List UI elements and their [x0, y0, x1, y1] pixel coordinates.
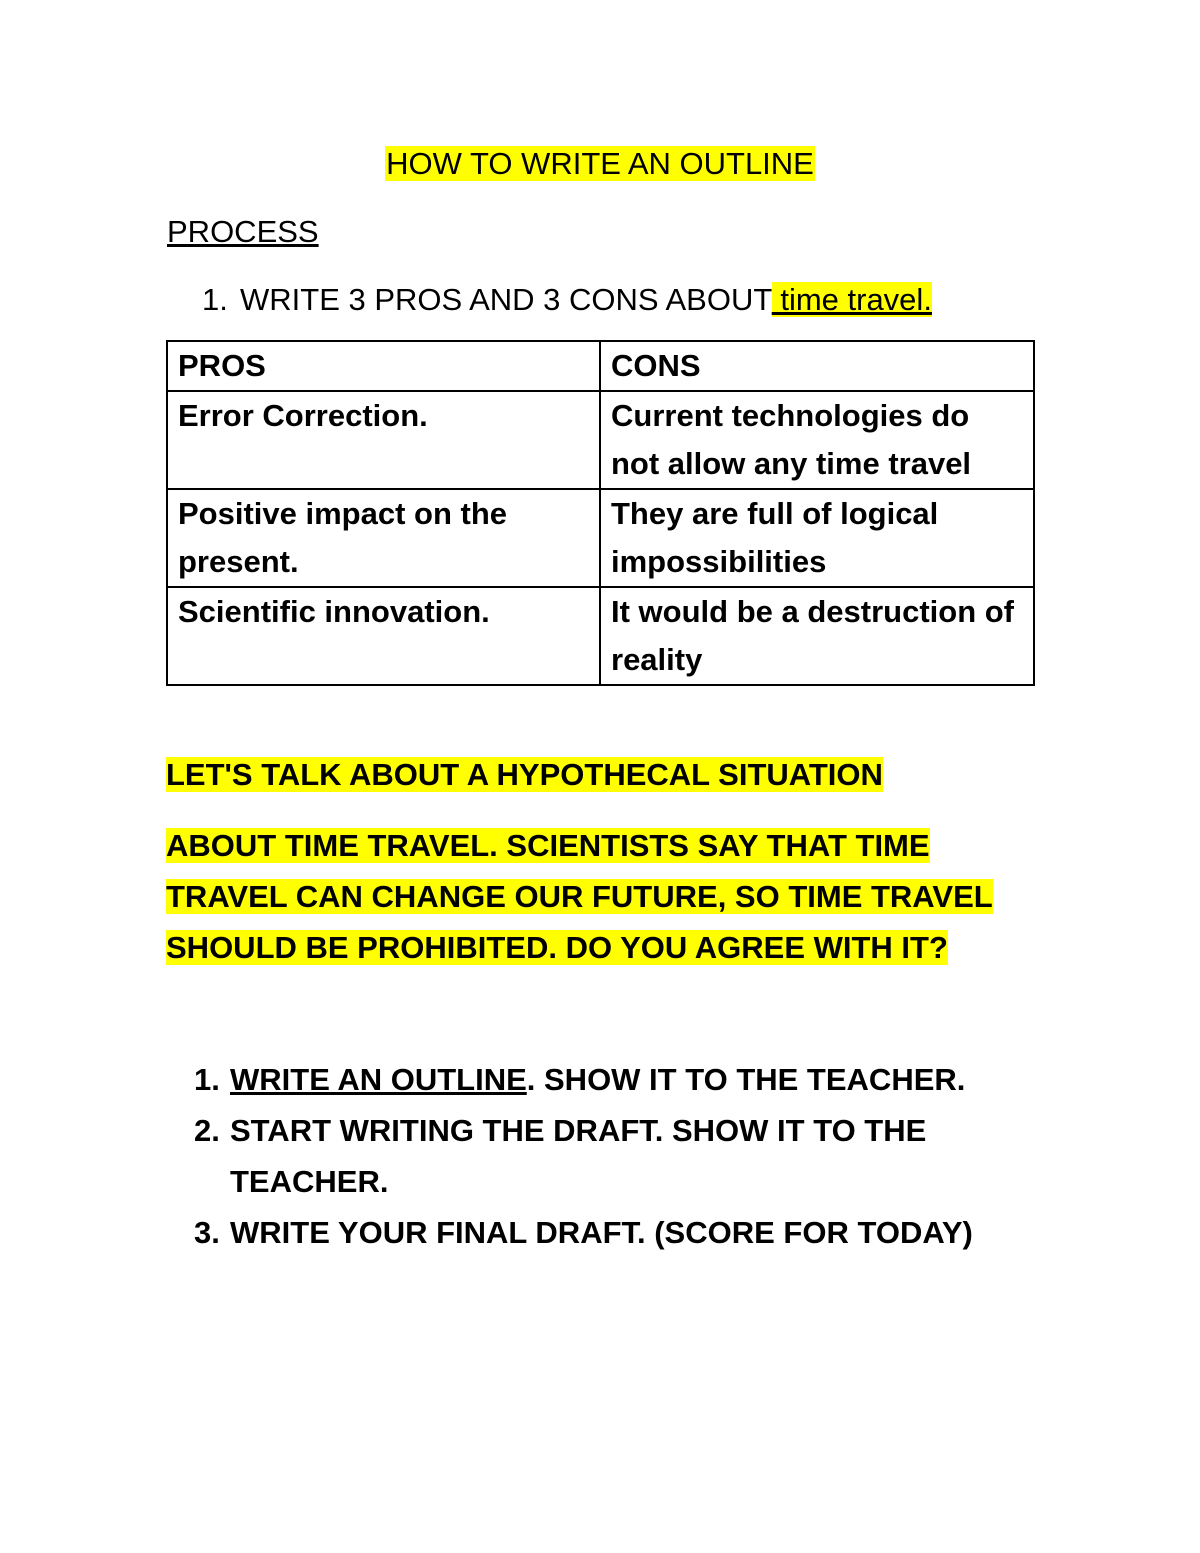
task-underlined-text: WRITE AN OUTLINE — [230, 1062, 527, 1097]
task-number: 3. — [194, 1215, 220, 1250]
step-1-topic: time travel. — [771, 282, 932, 317]
task-number: 1. — [194, 1062, 220, 1097]
hypothetical-heading-text: LET'S TALK ABOUT A HYPOTHECAL SITUATION — [166, 757, 883, 792]
con-cell: They are full of logical impossibilities — [600, 489, 1034, 587]
task-text: WRITE YOUR FINAL DRAFT. (SCORE FOR TODAY) — [230, 1215, 973, 1250]
pros-cons-table — [166, 340, 1035, 686]
step-1 — [202, 280, 932, 320]
table-row — [167, 587, 1034, 685]
table-row — [167, 489, 1034, 587]
paragraph-line-text: TRAVEL CAN CHANGE OUR FUTURE, SO TIME TRAVEL — [166, 879, 993, 914]
title-text: HOW TO WRITE AN OUTLINE — [386, 146, 814, 181]
con-cell: Current technologies do not allow any time travel — [600, 391, 1034, 489]
paragraph-line — [166, 871, 1046, 922]
header-pros: PROS — [167, 341, 600, 391]
con-cell: It would be a destruction of reality — [600, 587, 1034, 685]
paragraph-line — [166, 922, 1046, 973]
header-cons: CONS — [600, 341, 1034, 391]
task-text: START WRITING THE DRAFT. SHOW IT TO THE TEACHER. — [230, 1113, 927, 1199]
list-item — [194, 1054, 1074, 1105]
task-list — [194, 1054, 1074, 1258]
step-1-text: WRITE 3 PROS AND 3 CONS ABOUT — [240, 282, 772, 317]
table-row — [167, 391, 1034, 489]
table-header-row — [167, 341, 1034, 391]
pro-cell: Scientific innovation. — [167, 587, 600, 685]
pro-cell: Positive impact on the present. — [167, 489, 600, 587]
paragraph-line — [166, 820, 1046, 871]
paragraph-line-text: SHOULD BE PROHIBITED. DO YOU AGREE WITH IT? — [166, 930, 948, 965]
process-heading: PROCESS — [167, 214, 319, 249]
hypothetical-paragraph — [166, 820, 1046, 973]
step-1-number: 1. — [202, 282, 228, 317]
pro-cell: Error Correction. — [167, 391, 600, 489]
task-text: . SHOW IT TO THE TEACHER. — [526, 1062, 966, 1097]
page-title — [0, 144, 1200, 184]
paragraph-line-text: ABOUT TIME TRAVEL. SCIENTISTS SAY THAT TIME — [166, 828, 930, 863]
list-item — [194, 1105, 1074, 1207]
list-item — [194, 1207, 1074, 1258]
hypothetical-heading — [166, 754, 883, 796]
task-number: 2. — [194, 1113, 220, 1148]
